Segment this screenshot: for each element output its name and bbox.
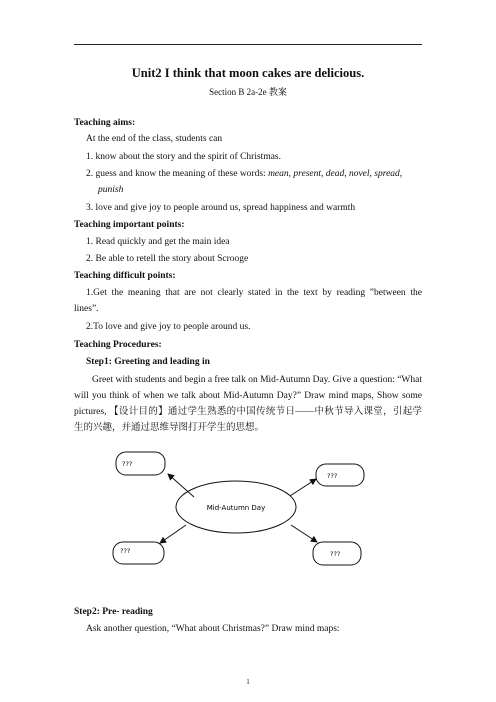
mind-map-arrow-bottom-left <box>160 525 186 543</box>
aims-heading: Teaching aims: <box>74 118 136 128</box>
difficult-item-2: 2.To love and give joy to people around us. <box>86 322 251 332</box>
difficult-heading: Teaching difficult points: <box>74 271 176 281</box>
mind-map-node-top-right-label: ??? <box>327 472 338 480</box>
aims-item-2-text: 2. guess and know the meaning of these words: <box>86 169 269 179</box>
step2-text: Ask another question, “What about Christmas?” Draw mind maps: <box>86 624 340 634</box>
important-heading: Teaching important points: <box>74 220 185 230</box>
document-title: Unit2 I think that moon cakes are delicious. <box>131 66 365 80</box>
mind-map-node-top-left-label: ??? <box>122 460 133 468</box>
mind-map-arrow-bottom-right <box>291 525 317 542</box>
aims-item-3: 3. love and give joy to people around us, spread happiness and warmth <box>86 203 356 213</box>
mind-map-node-bottom-left-label: ??? <box>120 547 131 555</box>
aims-item-1: 1. know about the story and the spirit of Christmas. <box>86 152 281 162</box>
step2-heading: Step2: Pre- reading <box>74 607 153 617</box>
important-item-2: 2. Be able to retell the story about Scrooge <box>86 254 249 264</box>
step1-heading: Step1: Greeting and leading in <box>86 357 210 367</box>
important-item-1: 1. Read quickly and get the main idea <box>86 237 230 247</box>
mind-map-arrow-top-right <box>290 479 316 496</box>
aims-item-2-words: mean, present, dead, novel, spread, <box>268 169 403 179</box>
mind-map-node-bottom-right-label: ??? <box>330 550 341 558</box>
mind-map-node-top-right <box>316 464 364 486</box>
aims-intro: At the end of the class, students can <box>86 134 223 144</box>
document-subtitle: Section B 2a-2e 教案 <box>209 87 287 97</box>
mind-map-center-label: Mid-Autumn Day <box>206 504 266 512</box>
procedures-heading: Teaching Procedures: <box>74 340 162 350</box>
difficult-item-1-line2: lines”. <box>74 304 99 314</box>
mind-map-arrow-top-left <box>168 474 194 497</box>
page-number: 1 <box>246 678 250 686</box>
step1-text: Greet with students and begin a free talk on Mid-Autumn Day. Give a question: “What will you think of when we talk about Mid-Autumn Day?” Draw mind maps, Show some pictures, 【设计目的】通过学生熟悉的中国传统节日——中秋节导入课堂，引起学生的兴趣，并通过思维导图打开学生的思想。 <box>74 375 422 433</box>
aims-item-2-cont-word: punish <box>98 185 124 195</box>
difficult-item-1-line1: 1.Get the meaning that are not clearly stated in the text by reading ”between the <box>86 288 422 298</box>
